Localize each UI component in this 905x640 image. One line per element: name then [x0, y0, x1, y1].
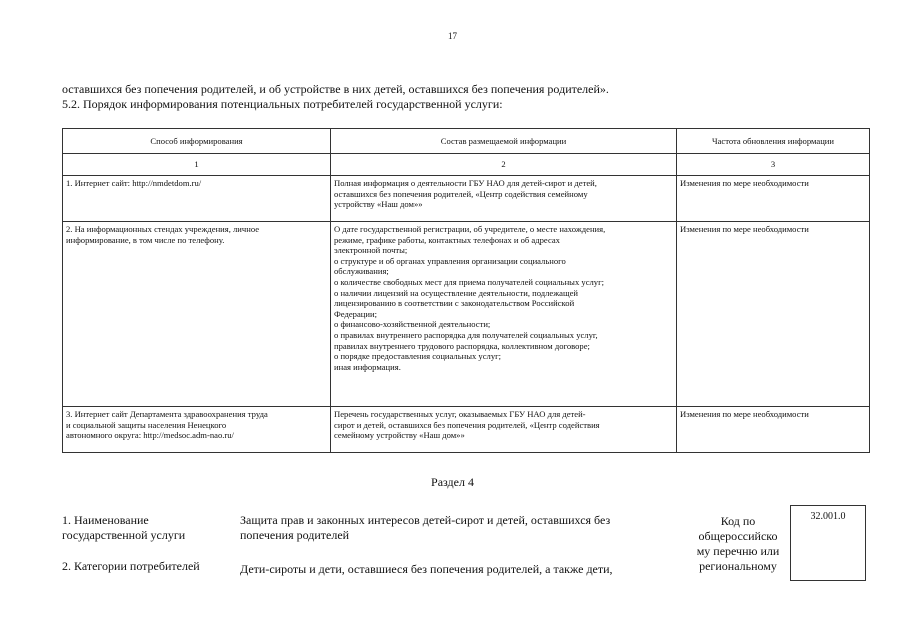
column-number: 3	[677, 154, 870, 176]
cell-line: устройству «Наш дом»»	[334, 199, 423, 210]
cell-line: информирование, в том числе по телефону.	[66, 234, 225, 245]
cell-line: режиме, графике работы, контактных телефонах и об адресах	[334, 234, 560, 245]
label-line: региональному	[699, 559, 777, 573]
cell-line: сирот и детей, оставшихся без попечения родителей, «Центр содействия	[334, 419, 600, 430]
table-header-row	[63, 129, 870, 154]
cell-line: о финансово-хозяйственной деятельности;	[334, 319, 491, 330]
column-header-frequency: Частота обновления информации	[677, 129, 870, 154]
cell-line: обслуживания;	[334, 266, 389, 277]
section-heading: 5.2. Порядок информирования потенциальных потребителей государственной услуги:	[62, 97, 503, 111]
registry-code-box	[790, 505, 866, 581]
registry-code-value: 32.001.0	[810, 511, 846, 522]
cell-line: оставшихся без попечения родителей, «Центр содействия семейному	[334, 188, 588, 199]
method-cell	[63, 176, 331, 222]
content-cell	[331, 176, 677, 222]
cell-line: Федерации;	[334, 308, 377, 319]
service-name-value	[240, 513, 680, 543]
table-row	[63, 176, 870, 222]
table-row	[63, 407, 870, 453]
cell-line: иная информация.	[334, 361, 401, 372]
intro-line: оставшихся без попечения родителей, и об устройстве в них детей, оставшихся без попечения родителей».	[62, 82, 609, 96]
frequency-cell: Изменения по мере необходимости	[677, 222, 870, 407]
column-header-method: Способ информирования	[63, 129, 331, 154]
cell-line: Перечень государственных услуг, оказываемых ГБУ НАО для детей-	[334, 409, 586, 419]
label-line: 1. Наименование	[62, 513, 149, 527]
cell-line: О дате государственной регистрации, об учредителе, о месте нахождения,	[334, 224, 606, 234]
cell-line: правилах внутреннего трудового распорядка, коллективном договоре;	[334, 340, 590, 351]
column-number: 2	[331, 154, 677, 176]
frequency-cell: Изменения по мере необходимости	[677, 407, 870, 453]
frequency-cell: Изменения по мере необходимости	[677, 176, 870, 222]
label-line: государственной услуги	[62, 528, 186, 542]
label-line: Код по	[720, 514, 756, 528]
value-line: Защита прав и законных интересов детей-сирот и детей, оставшихся без	[240, 513, 611, 527]
cell-line: и социальной защиты населения Ненецкого	[66, 419, 227, 430]
cell-line: о порядке предоставления социальных услуг;	[334, 351, 502, 362]
cell-line: о правилах внутреннего распорядка для получателей социальных услуг,	[334, 329, 598, 340]
value-line: попечения родителей	[240, 528, 350, 542]
label-line: му перечню или	[696, 544, 780, 558]
label-line: общероссийско	[698, 529, 778, 543]
cell-line: о наличии лицензий на осуществление деятельности, подлежащей	[334, 287, 579, 298]
cell-line: 3. Интернет сайт Департамента здравоохранения труда	[66, 409, 268, 419]
consumer-category-value: Дети-сироты и дети, оставшиеся без попечения родителей, а также дети,	[240, 562, 613, 576]
intro-text	[62, 82, 862, 112]
method-cell	[63, 222, 331, 407]
table-row	[63, 222, 870, 407]
cell-line: Полная информация о деятельности ГБУ НАО для детей-сирот и детей,	[334, 178, 597, 188]
cell-line: 1. Интернет сайт: http://nmdetdom.ru/	[66, 178, 202, 188]
content-cell	[331, 222, 677, 407]
column-number: 1	[63, 154, 331, 176]
column-header-content: Состав размещаемой информации	[331, 129, 677, 154]
method-cell	[63, 407, 331, 453]
cell-line: электронной почты;	[334, 245, 408, 256]
cell-line: лицензированию в соответствии с законодательством Российской	[334, 298, 575, 309]
cell-line: автономного округа: http://medsoc.adm-nao.ru/	[66, 430, 234, 441]
consumer-category-label: 2. Категории потребителей	[62, 559, 200, 573]
cell-line: 2. На информационных стендах учреждения, личное	[66, 224, 260, 234]
cell-line: о количестве свободных мест для приема получателей социальных услуг;	[334, 276, 605, 287]
content-cell	[331, 407, 677, 453]
cell-line: семейному устройству «Наш дом»»	[334, 430, 465, 441]
informing-table	[62, 128, 870, 453]
section-title: Раздел 4	[431, 475, 474, 489]
cell-line: о структуре и об органах управления организации социального	[334, 255, 566, 266]
page-number: 17	[448, 31, 457, 41]
column-number-row	[63, 154, 870, 176]
service-name-label	[62, 513, 185, 543]
registry-code-label	[688, 514, 788, 574]
